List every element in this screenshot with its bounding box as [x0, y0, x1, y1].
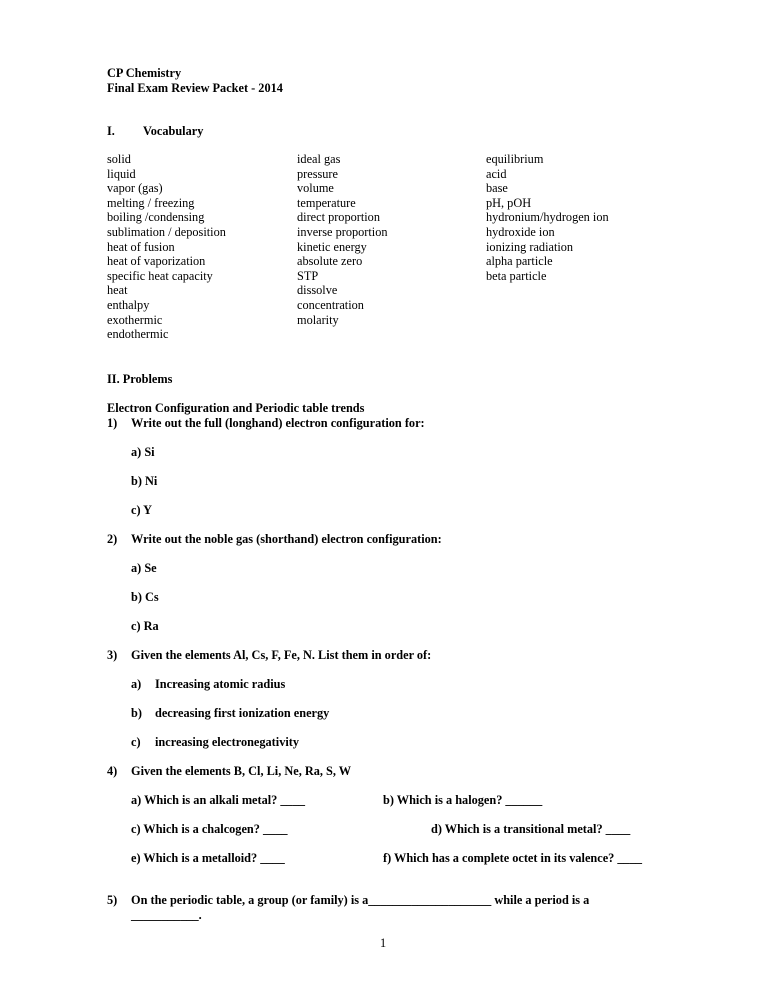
vocab-item: heat [107, 283, 128, 298]
vocab-item: heat of fusion [107, 239, 175, 254]
q4-part-f: f) Which has a complete octet in its valence? ____ [383, 851, 642, 865]
vocab-item: hydronium/hydrogen ion [486, 210, 609, 225]
vocab-item: ionizing radiation [486, 239, 574, 254]
section2-subtitle: Electron Configuration and Periodic table trends [107, 401, 365, 415]
q4-number: 4) [107, 764, 118, 778]
q4-part-a: a) Which is an alkali metal? ____ [131, 793, 305, 807]
section2-title: II. Problems [107, 372, 173, 386]
q1-number: 1) [107, 416, 118, 430]
packet-title: Final Exam Review Packet - 2014 [107, 81, 283, 95]
q3-text: Given the elements Al, Cs, F, Fe, N. List them in order of: [131, 648, 432, 662]
vocab-item: melting / freezing [107, 195, 195, 210]
page-number: 1 [380, 936, 387, 950]
q3-part-c: increasing electronegativity [155, 735, 300, 749]
vocab-item: ideal gas [297, 152, 341, 166]
section1-title: Vocabulary [143, 124, 204, 138]
q1-text: Write out the full (longhand) electron configuration for: [131, 416, 425, 430]
vocab-item: volume [297, 181, 334, 196]
vocab-item: heat of vaporization [107, 254, 206, 269]
vocab-item: enthalpy [107, 297, 150, 312]
vocab-item: specific heat capacity [107, 268, 213, 283]
vocab-column-3 [486, 152, 609, 283]
q4-part-b: b) Which is a halogen? ______ [383, 793, 543, 807]
q3-part-b-label: b) [131, 706, 142, 720]
vocab-item: hydroxide ion [486, 224, 555, 239]
q3-part-a: Increasing atomic radius [155, 677, 286, 691]
q3-part-a-label: a) [131, 677, 142, 691]
q1-part-b: b) Ni [131, 474, 158, 488]
q1-part-c: c) Y [131, 503, 153, 517]
q2-part-b: b) Cs [131, 590, 159, 604]
vocab-item: concentration [297, 297, 364, 312]
vocab-item: vapor (gas) [107, 181, 163, 196]
course-title: CP Chemistry [107, 66, 182, 80]
vocab-item: acid [486, 166, 507, 181]
q3-part-c-label: c) [131, 735, 141, 749]
vocab-item: endothermic [107, 327, 169, 342]
vocab-item: sublimation / deposition [107, 224, 226, 239]
q3-number: 3) [107, 648, 118, 662]
vocab-item: boiling /condensing [107, 210, 205, 225]
vocab-item: molarity [297, 312, 339, 327]
vocab-item: exothermic [107, 312, 163, 327]
vocab-item: pH, pOH [486, 195, 532, 210]
vocab-item: liquid [107, 166, 136, 181]
q1-part-a: a) Si [131, 445, 155, 459]
q5-line-1: On the periodic table, a group (or family) is a____________________ while a period is a [131, 893, 590, 907]
vocab-item: base [486, 181, 508, 196]
vocab-item: direct proportion [297, 210, 380, 225]
q2-part-c: c) Ra [131, 619, 159, 633]
vocab-item: beta particle [486, 268, 547, 283]
vocab-column-1 [107, 152, 226, 342]
vocab-column-2 [297, 152, 388, 327]
vocab-item: inverse proportion [297, 224, 388, 239]
q5-number: 5) [107, 893, 118, 907]
vocab-item: temperature [297, 195, 356, 210]
vocab-item: dissolve [297, 283, 338, 298]
vocab-item: alpha particle [486, 254, 553, 269]
vocab-item: kinetic energy [297, 239, 367, 254]
q4-part-d: d) Which is a transitional metal? ____ [431, 822, 631, 836]
section1-number: I. [107, 124, 115, 138]
q4-text: Given the elements B, Cl, Li, Ne, Ra, S, W [131, 764, 352, 778]
vocab-item: solid [107, 152, 131, 166]
vocab-item: pressure [297, 166, 338, 181]
vocab-item: absolute zero [297, 254, 363, 269]
q4-part-c: c) Which is a chalcogen? ____ [131, 822, 288, 836]
vocab-item: STP [297, 268, 319, 283]
q2-number: 2) [107, 532, 118, 546]
q3-part-b: decreasing first ionization energy [155, 706, 330, 720]
vocab-item: equilibrium [486, 152, 544, 166]
q4-part-e: e) Which is a metalloid? ____ [131, 851, 285, 865]
q5-line-2: ___________. [131, 908, 202, 922]
q2-part-a: a) Se [131, 561, 157, 575]
q2-text: Write out the noble gas (shorthand) electron configuration: [131, 532, 442, 546]
